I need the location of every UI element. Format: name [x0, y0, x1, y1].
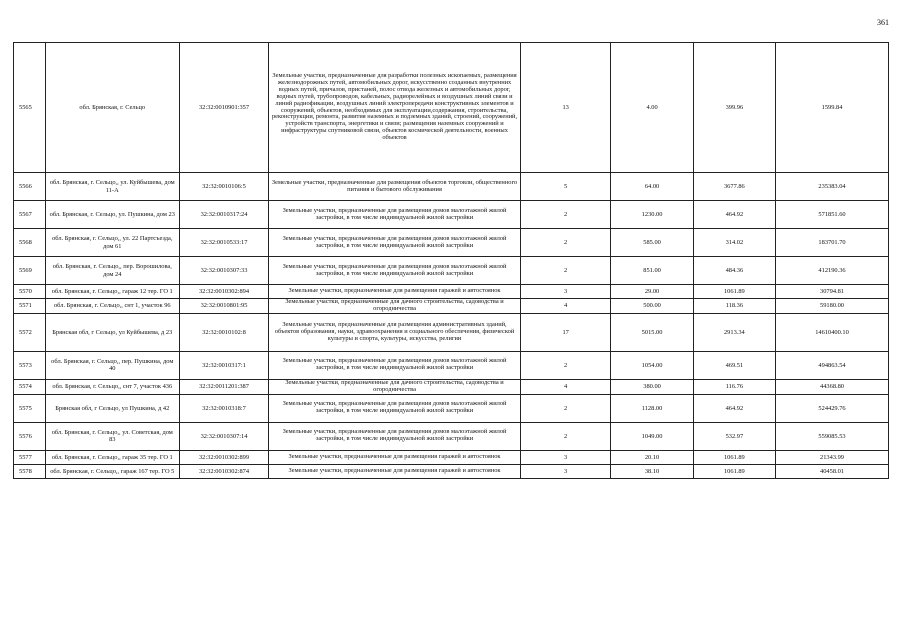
cadastral-number-cell: 32:32:0010901:357 — [179, 43, 268, 173]
cadastral-value-cell: 571851.60 — [776, 201, 889, 229]
specific-value-cell: 464.92 — [693, 201, 775, 229]
table-row — [14, 394, 889, 422]
cadastral-value-cell: 44368.80 — [776, 379, 889, 394]
permitted-use-cell: Земельные участки, предназначенные для размещения гаражей и автостоянок — [269, 450, 521, 464]
page-number: 361 — [877, 18, 889, 27]
area-cell: 851.00 — [611, 257, 693, 285]
table-row — [14, 229, 889, 257]
group-cell: 2 — [520, 201, 611, 229]
cadastral-value-cell: 21343.99 — [776, 450, 889, 464]
permitted-use-cell: Земельные участки, предназначенные для размещения административных зданий, объектов образования, науки, здравоохранения и социального обеспечения, физической культуры и спорта, культуры, искусства, религии — [269, 313, 521, 351]
row-number-cell: 5570 — [14, 285, 46, 299]
specific-value-cell: 118.36 — [693, 299, 775, 314]
address-cell: Брянская обл, г Сельцо, ул Пушкина, д 42 — [45, 394, 179, 422]
permitted-use-cell: Земельные участки, предназначенные для дачного строительства, садоводства и огородничества — [269, 299, 521, 314]
cadastral-number-cell: 32:32:0010317:24 — [179, 201, 268, 229]
permitted-use-cell: Земельные участки, предназначенные для размещения гаражей и автостоянок — [269, 464, 521, 478]
table-row — [14, 299, 889, 314]
group-cell: 2 — [520, 229, 611, 257]
row-number-cell: 5573 — [14, 351, 46, 379]
cadastral-value-cell: 412190.36 — [776, 257, 889, 285]
row-number-cell: 5565 — [14, 43, 46, 173]
table-row — [14, 450, 889, 464]
permitted-use-cell: Земельные участки, предназначенные для размещения домов малоэтажной жилой застройки, в том числе индивидуальной жилой застройки — [269, 422, 521, 450]
area-cell: 1054.00 — [611, 351, 693, 379]
row-number-cell: 5567 — [14, 201, 46, 229]
specific-value-cell: 532.97 — [693, 422, 775, 450]
permitted-use-cell: Земельные участки, предназначенные для размещения домов малоэтажной жилой застройки, в том числе индивидуальной жилой застройки — [269, 201, 521, 229]
area-cell: 1049.00 — [611, 422, 693, 450]
cadastral-value-cell: 559085.53 — [776, 422, 889, 450]
area-cell: 5015.00 — [611, 313, 693, 351]
area-cell: 20.10 — [611, 450, 693, 464]
specific-value-cell: 464.92 — [693, 394, 775, 422]
specific-value-cell: 314.02 — [693, 229, 775, 257]
area-cell: 29.00 — [611, 285, 693, 299]
area-cell: 585.00 — [611, 229, 693, 257]
address-cell: обл. Брянская, г. Сельцо,, ул. 22 Партсъезда, дом 61 — [45, 229, 179, 257]
group-cell: 3 — [520, 464, 611, 478]
cadastral-value-cell: 524429.76 — [776, 394, 889, 422]
permitted-use-cell: Земельные участки, предназначенные для размещения домов малоэтажной жилой застройки, в том числе индивидуальной жилой застройки — [269, 229, 521, 257]
area-cell: 64.00 — [611, 173, 693, 201]
address-cell: обл. Брянская, г. Сельцо,, гараж 12 тер. ГО 1 — [45, 285, 179, 299]
group-cell: 3 — [520, 450, 611, 464]
cadastral-number-cell: 32:32:0010533:17 — [179, 229, 268, 257]
cadastral-number-cell: 32:32:0010801:95 — [179, 299, 268, 314]
row-number-cell: 5576 — [14, 422, 46, 450]
cadastral-number-cell: 32:32:0010106:5 — [179, 173, 268, 201]
row-number-cell: 5577 — [14, 450, 46, 464]
specific-value-cell: 3677.86 — [693, 173, 775, 201]
group-cell: 4 — [520, 299, 611, 314]
area-cell: 1230.00 — [611, 201, 693, 229]
cadastral-number-cell: 32:32:0010302:894 — [179, 285, 268, 299]
address-cell: обл. Брянская, г. Сельцо,, ул. Куйбышева, дом 11-А — [45, 173, 179, 201]
cadastral-value-cell: 494863.54 — [776, 351, 889, 379]
row-number-cell: 5575 — [14, 394, 46, 422]
cadastral-value-cell: 40458.01 — [776, 464, 889, 478]
group-cell: 5 — [520, 173, 611, 201]
cadastral-number-cell: 32:32:0010302:899 — [179, 450, 268, 464]
cadastral-number-cell: 32:32:0010307:33 — [179, 257, 268, 285]
cadastral-number-cell: 32:32:0010302:874 — [179, 464, 268, 478]
permitted-use-cell: Земельные участки, предназначенные для разработки полезных ископаемых, размещения железнодорожных путей, автомобильных дорог, искусственно созданных внутренних водных путей, причалов, пристаней, полос отвода железных и автомобильных дорог, водных путей, трубопроводов, кабельных, радиорелейных и воздушных линий связи и линий радиофикации, воздушных линий электропередачи конструктивных элементов и сооружений, объектов, необходимых для эксплуатации,содержания, строительства, реконструкции, ремонта, развития наземных и подземных зданий, строений, сооружений, устройств транспорта, энергетики и связи; размещения наземных сооружений и инфраструктуры спутниковой связи, объектов космической деятельности, военных объектов — [269, 43, 521, 173]
address-cell: обл. Брянская, г. Сельцо,, снт 1, участок 96 — [45, 299, 179, 314]
area-cell: 500.00 — [611, 299, 693, 314]
permitted-use-cell: Земельные участки, предназначенные для дачного строительства, садоводства и огородничества — [269, 379, 521, 394]
row-number-cell: 5574 — [14, 379, 46, 394]
specific-value-cell: 2913.34 — [693, 313, 775, 351]
permitted-use-cell: Земельные участки, предназначенные для размещения домов малоэтажной жилой застройки, в том числе индивидуальной жилой застройки — [269, 257, 521, 285]
cadastral-value-cell: 1599.84 — [776, 43, 889, 173]
cadastral-number-cell: 32:32:0010317:1 — [179, 351, 268, 379]
group-cell: 2 — [520, 351, 611, 379]
address-cell: обл. Брянская, г. Сельцо,, гараж 167 тер. ГО 5 — [45, 464, 179, 478]
specific-value-cell: 1061.89 — [693, 285, 775, 299]
address-cell: обл. Брянская, г. Сельцо — [45, 43, 179, 173]
table-row — [14, 285, 889, 299]
specific-value-cell: 116.76 — [693, 379, 775, 394]
specific-value-cell: 1061.89 — [693, 464, 775, 478]
specific-value-cell: 399.96 — [693, 43, 775, 173]
row-number-cell: 5578 — [14, 464, 46, 478]
specific-value-cell: 469.51 — [693, 351, 775, 379]
group-cell: 3 — [520, 285, 611, 299]
cadastral-value-cell: 235383.04 — [776, 173, 889, 201]
permitted-use-cell: Земельные участки, предназначенные для размещения домов малоэтажной жилой застройки, в том числе индивидуальной жилой застройки — [269, 351, 521, 379]
address-cell: обл. Брянская, г. Сельцо,, пер. Ворошилова, дом 24 — [45, 257, 179, 285]
row-number-cell: 5568 — [14, 229, 46, 257]
address-cell: обл. Брянская, г. Сельцо,, снт 7, участок 436 — [45, 379, 179, 394]
area-cell: 4.00 — [611, 43, 693, 173]
address-cell: обл. Брянская, г. Сельцо,, пер. Пушкина, дом 40 — [45, 351, 179, 379]
table-row — [14, 379, 889, 394]
specific-value-cell: 484.36 — [693, 257, 775, 285]
permitted-use-cell: Земельные участки, предназначенные для размещения домов малоэтажной жилой застройки, в том числе индивидуальной жилой застройки — [269, 394, 521, 422]
table-row — [14, 313, 889, 351]
group-cell: 2 — [520, 257, 611, 285]
land-plots-table — [13, 42, 889, 479]
cadastral-value-cell: 14610400.10 — [776, 313, 889, 351]
table-row — [14, 257, 889, 285]
row-number-cell: 5566 — [14, 173, 46, 201]
permitted-use-cell: Земельные участки, предназначенные для размещения гаражей и автостоянок — [269, 285, 521, 299]
table-row — [14, 422, 889, 450]
area-cell: 1128.00 — [611, 394, 693, 422]
table-row — [14, 201, 889, 229]
cadastral-number-cell: 32:32:0010307:14 — [179, 422, 268, 450]
group-cell: 2 — [520, 422, 611, 450]
table-row — [14, 43, 889, 173]
row-number-cell: 5572 — [14, 313, 46, 351]
table-row — [14, 173, 889, 201]
group-cell: 4 — [520, 379, 611, 394]
specific-value-cell: 1061.89 — [693, 450, 775, 464]
cadastral-number-cell: 32:32:0011201:387 — [179, 379, 268, 394]
table-row — [14, 351, 889, 379]
table-row — [14, 464, 889, 478]
address-cell: обл. Брянская, г. Сельцо,, гараж 35 тер. ГО 1 — [45, 450, 179, 464]
row-number-cell: 5571 — [14, 299, 46, 314]
group-cell: 13 — [520, 43, 611, 173]
group-cell: 17 — [520, 313, 611, 351]
address-cell: обл. Брянская, г. Сельцо, ул. Пушкина, дом 23 — [45, 201, 179, 229]
table-body — [14, 43, 889, 479]
area-cell: 38.10 — [611, 464, 693, 478]
area-cell: 380.00 — [611, 379, 693, 394]
group-cell: 2 — [520, 394, 611, 422]
row-number-cell: 5569 — [14, 257, 46, 285]
cadastral-value-cell: 183701.70 — [776, 229, 889, 257]
permitted-use-cell: Земельные участки, предназначенные для размещения объектов торговли, общественного питания и бытового обслуживания — [269, 173, 521, 201]
cadastral-number-cell: 32:32:0010102:8 — [179, 313, 268, 351]
address-cell: Брянская обл, г Сельцо, ул Куйбышева, д 23 — [45, 313, 179, 351]
address-cell: обл. Брянская, г. Сельцо,, ул. Советская, дом 83 — [45, 422, 179, 450]
cadastral-value-cell: 30794.81 — [776, 285, 889, 299]
cadastral-number-cell: 32:32:0010318:7 — [179, 394, 268, 422]
cadastral-value-cell: 59180.00 — [776, 299, 889, 314]
